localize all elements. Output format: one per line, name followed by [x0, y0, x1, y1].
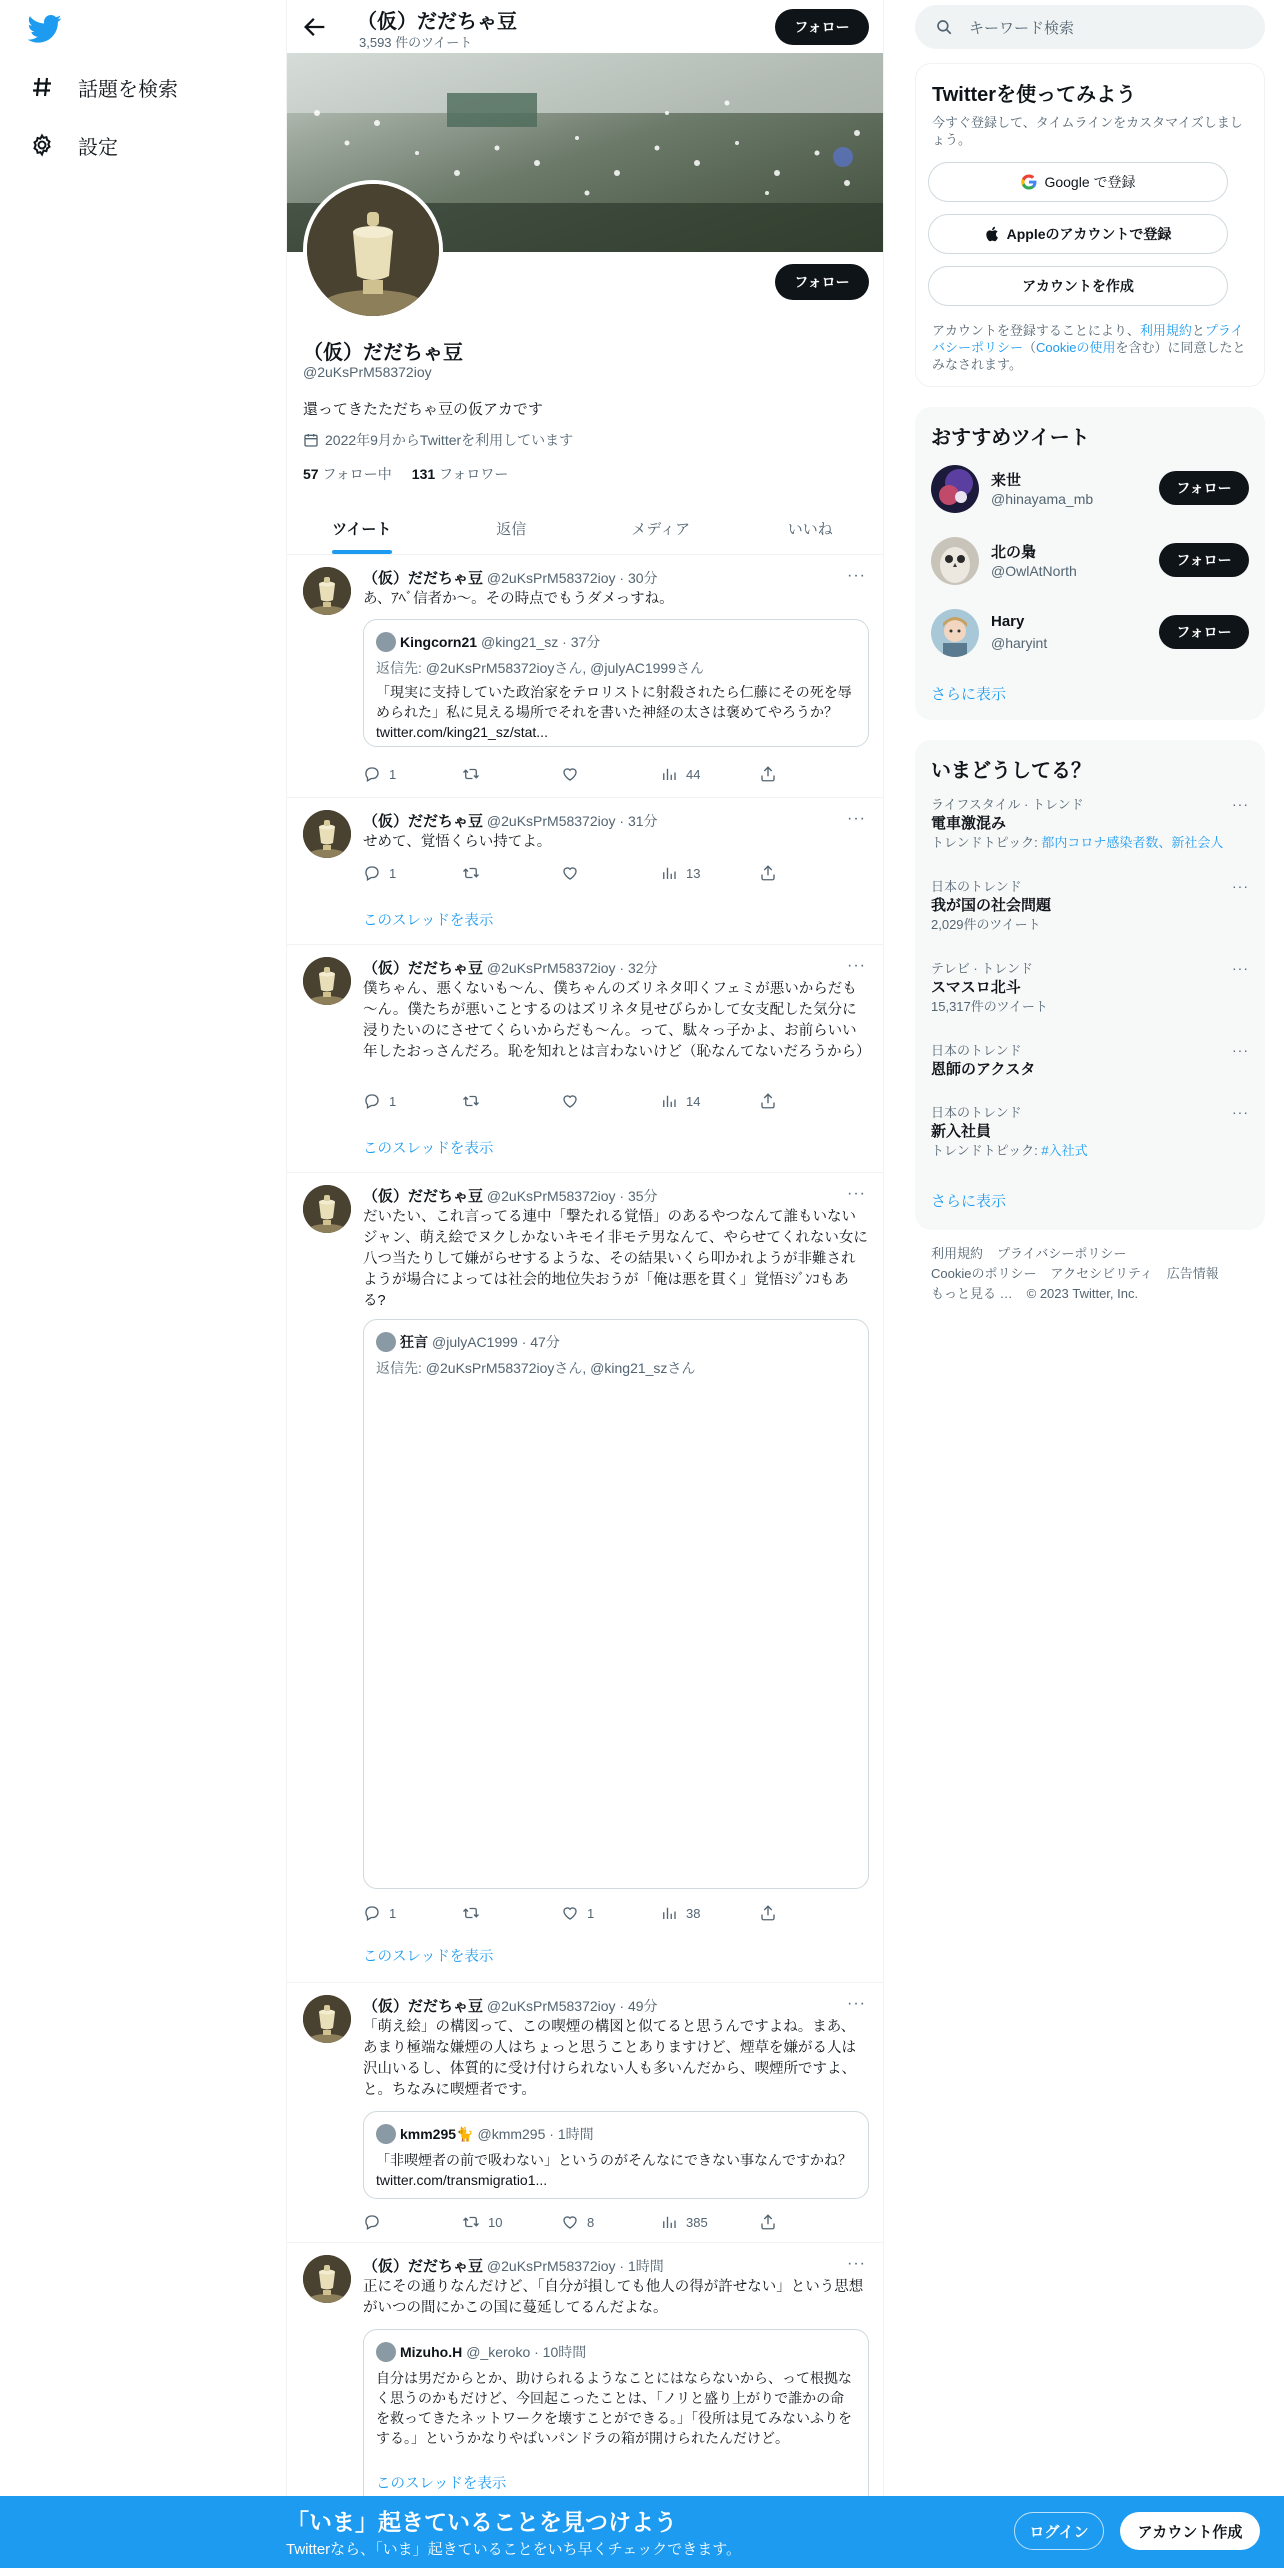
profile-bio: 還ってきたただちゃ豆の仮アカです — [303, 401, 543, 418]
view-count: 44 — [686, 766, 701, 782]
tweet-text: 正にその通りなんだけど、「自分が損しても他人の得が許せない」という思想がいつの間にかこの国に蔓延してるんだよな。 — [363, 2279, 864, 2316]
author-handle[interactable]: @2uKsPrM58372ioy — [486, 570, 616, 586]
show-thread-link[interactable]: このスレッドを表示 — [363, 913, 494, 929]
quote-author-handle: @_keroko · 10時間 — [466, 2344, 587, 2360]
reply-count: 1 — [389, 766, 397, 782]
more-options-icon[interactable]: ··· — [1232, 960, 1249, 976]
following-count: 57 — [303, 466, 319, 482]
banner-title: 「いま」起きていることを見つけよう — [286, 2509, 677, 2535]
retweet-icon — [462, 2213, 480, 2231]
tweet-actions — [363, 2211, 803, 2233]
footer-more-link[interactable]: もっと見る … — [931, 1286, 1013, 1301]
views-button[interactable] — [660, 1090, 759, 1112]
avatar[interactable] — [931, 537, 979, 585]
profile-name: （仮）だだちゃ豆 — [303, 342, 463, 364]
recommended-follow-button[interactable]: フォロー — [1159, 543, 1249, 577]
terms-text — [932, 322, 1250, 373]
retweet-button[interactable] — [462, 763, 561, 785]
tab-likes[interactable]: いいね — [787, 520, 833, 538]
quote-text: 「現実に支持していた政治家をテロリストに射殺されたら仁藤にその死を辱められた」私に見える場所でそれを書いた神経の太さは褒めてやろうか？ twitter.com/king21_sz/stat... — [376, 684, 852, 740]
retweet-icon — [462, 1904, 480, 1922]
trends-title: いまどうしてる？ — [931, 760, 1091, 782]
tweet-header — [363, 957, 658, 978]
author-name[interactable]: （仮）だだちゃ豆 — [363, 570, 484, 587]
joined-text: 2022年9月からTwitterを利用しています — [325, 432, 574, 448]
reply-icon — [363, 864, 381, 882]
signup-banner — [0, 2496, 1284, 2568]
more-options-icon[interactable]: ··· — [847, 1185, 866, 1202]
avatar[interactable] — [303, 810, 351, 858]
share-icon — [759, 864, 777, 882]
view-count: 13 — [686, 865, 701, 881]
footer-copyright: © 2023 Twitter, Inc. — [1026, 1286, 1139, 1301]
trend-item[interactable] — [931, 878, 1249, 934]
reply-button[interactable] — [363, 1902, 462, 1924]
like-button[interactable] — [561, 2211, 660, 2233]
show-thread-link[interactable]: このスレッドを表示 — [376, 2476, 507, 2492]
like-button[interactable] — [561, 862, 660, 884]
avatar[interactable] — [931, 465, 979, 513]
search-box[interactable] — [915, 5, 1265, 49]
apple-icon — [985, 225, 1001, 243]
tweet[interactable] — [287, 555, 884, 798]
tweet-actions — [363, 862, 803, 884]
like-button[interactable] — [561, 1090, 660, 1112]
recommended-follow-button[interactable]: フォロー — [1159, 615, 1249, 649]
quote-reply-to: 返信先: @2uKsPrM58372ioyさん, @julyAC1999さん — [376, 660, 704, 676]
heart-icon — [561, 1904, 579, 1922]
footer-cookie-link[interactable]: Cookieのポリシー — [931, 1266, 1037, 1281]
tweet-actions — [363, 1902, 803, 1924]
follow-counts — [303, 464, 508, 484]
recommended-user-name: 北の梟 — [991, 544, 1037, 561]
tweet-text: だいたい、これ言ってる連中「撃たれる覚悟」のあるやつなんて誰もいないジャン、萌え絵でヌクしかないキモイ非モテ男なんて、やらせてくれない女に八つ当たりして嫌がらせするような、その結果いくら叩かれようが非難されようが場合によっては社会的地位失おうが「俺は悪を貫く」覚悟ﾐｼﾞﾝｺもある? — [363, 1209, 868, 1309]
more-options-icon[interactable]: ··· — [1232, 1104, 1249, 1120]
google-signup-label: Google で登録 — [1044, 174, 1136, 190]
quote-author-name: Mizuho.H — [400, 2344, 463, 2360]
like-button[interactable] — [561, 763, 660, 785]
quote-header — [376, 2342, 586, 2362]
signup-title: Twitterを使ってみよう — [932, 84, 1137, 106]
followers-link[interactable] — [412, 464, 509, 484]
tweet-header — [363, 2255, 664, 2276]
reply-button[interactable] — [363, 1090, 462, 1112]
like-count: 8 — [587, 2214, 595, 2230]
quote-text: 自分は男だからとか、助けられるようなことにはならないから、って根拠なく思うのかもだけど、今回起こったことは、「ノリと盛り上がりで誰かの命を救ってきたネットワークを壊すことができる。」「役所は見てみないふりをする。」というかなりやばいパンドラの箱が開けられたんだけど。 — [376, 2370, 852, 2446]
nav-explore-label: 話題を検索 — [78, 78, 178, 101]
views-button[interactable] — [660, 1902, 759, 1924]
page-title: （仮）だだちゃ豆 — [357, 11, 517, 33]
heart-icon — [561, 1092, 579, 1110]
terms-mid: （ — [1023, 340, 1037, 355]
avatar[interactable] — [303, 1185, 351, 1233]
google-signup-button[interactable] — [928, 162, 1228, 202]
left-navigation — [0, 0, 286, 2568]
trend-sub-prefix: トレンドトピック: — [931, 835, 1042, 850]
terms-link[interactable]: 利用規約 — [1139, 323, 1192, 338]
terms-suffix: を含む）に同意したとみなされます。 — [932, 340, 1246, 372]
tweet-text: 僕ちゃん、悪くないも～ん、僕ちゃんのズリネタ叩くフェミが悪いからだも～ん。僕たちが悪いことするのはズリネタ見せびらかして女支配した気分に浸りたいのにさせてくらいからだも～ん。って、駄々っ子かよ、お前らいい年したおっさんだろ。恥を知れとは言わないけど（恥なんてないだろうから） — [363, 981, 871, 1060]
quote-header — [376, 1332, 560, 1352]
tweet-time[interactable]: · 49分 — [619, 1998, 658, 2014]
avatar[interactable] — [931, 609, 979, 657]
header-follow-button[interactable]: フォロー — [775, 9, 869, 45]
profile-handle: @2uKsPrM58372ioy — [303, 364, 432, 380]
recommended-user-name: Hary — [991, 613, 1025, 630]
footer-accessibility-link[interactable]: アクセシビリティ — [1050, 1266, 1153, 1281]
views-button[interactable] — [660, 2211, 759, 2233]
heart-icon — [561, 864, 579, 882]
trend-item[interactable] — [931, 1104, 1249, 1160]
recommended-user-handle: @hinayama_mb — [991, 491, 1094, 507]
footer-terms-link[interactable]: 利用規約 — [931, 1246, 984, 1261]
twitter-logo-icon[interactable] — [28, 14, 62, 44]
avatar[interactable] — [303, 1995, 351, 2043]
reply-icon — [363, 765, 381, 783]
signup-desc: 今すぐ登録して、タイムラインをカスタマイズしましょう。 — [932, 115, 1243, 147]
trend-meta: 日本のトレンド — [931, 879, 1022, 894]
google-icon — [1020, 173, 1038, 191]
avatar — [376, 2124, 396, 2144]
author-name[interactable]: （仮）だだちゃ豆 — [363, 960, 484, 977]
more-options-icon[interactable]: ··· — [1232, 878, 1249, 894]
gear-icon — [28, 131, 56, 159]
retweet-icon — [462, 864, 480, 882]
author-handle[interactable]: @2uKsPrM58372ioy — [486, 1998, 616, 2014]
tweet[interactable] — [287, 1983, 884, 2243]
footer-privacy-link[interactable]: プライバシーポリシー — [997, 1246, 1127, 1261]
profile-avatar[interactable] — [303, 180, 443, 320]
author-name[interactable]: （仮）だだちゃ豆 — [363, 1188, 484, 1205]
tweet-time[interactable]: · 35分 — [619, 1188, 658, 1204]
search-placeholder: キーワード検索 — [969, 19, 1075, 37]
tweet-count: 3,593 件のツイート — [359, 35, 473, 50]
following-label: フォロー中 — [322, 466, 392, 482]
share-button[interactable] — [759, 763, 789, 785]
quote-author-handle: @julyAC1999 · 47分 — [432, 1334, 560, 1350]
privacy-link[interactable]: プライバシーポリシー — [932, 323, 1244, 355]
followers-count: 131 — [411, 466, 436, 482]
share-button[interactable] — [759, 2211, 789, 2233]
tab-replies[interactable]: 返信 — [496, 520, 527, 538]
quote-reply-to: 返信先: @2uKsPrM58372ioyさん, @king21_szさん — [376, 1360, 696, 1376]
quoted-tweet[interactable] — [363, 2111, 869, 2199]
trend-sub: 15,317件のツイート — [931, 999, 1048, 1014]
tweet-actions — [363, 763, 803, 785]
heart-icon — [561, 765, 579, 783]
recommended-user-handle: @haryint — [991, 635, 1048, 651]
profile-header-bar — [287, 0, 884, 53]
view-count: 14 — [686, 1093, 701, 1109]
reply-icon — [363, 2213, 381, 2231]
avatar[interactable] — [303, 567, 351, 615]
reply-count: 1 — [389, 1905, 397, 1921]
quote-author-name: kmm295🐈 — [400, 2125, 474, 2142]
share-icon — [759, 1904, 777, 1922]
views-icon — [660, 1904, 678, 1922]
cookie-link[interactable]: Cookieの使用 — [1036, 340, 1116, 355]
footer-links — [931, 1244, 1249, 1304]
like-count: 1 — [587, 1905, 595, 1921]
nav-explore[interactable] — [28, 67, 178, 107]
quote-author-name: 狂言 — [400, 1334, 428, 1350]
views-icon — [660, 2213, 678, 2231]
trend-meta: テレビ · トレンド — [931, 961, 1033, 976]
author-handle[interactable]: @2uKsPrM58372ioy — [486, 2258, 616, 2274]
tweet[interactable] — [287, 1173, 884, 1983]
followers-label: フォロワー — [439, 466, 509, 482]
more-options-icon[interactable]: ··· — [1232, 796, 1249, 812]
author-name[interactable]: （仮）だだちゃ豆 — [363, 2258, 484, 2275]
quote-header — [376, 632, 600, 652]
trend-title: スマスロ北斗 — [931, 979, 1021, 996]
reply-button[interactable] — [363, 2211, 462, 2233]
avatar — [376, 1332, 396, 1352]
footer-ads-link[interactable]: 広告情報 — [1166, 1266, 1219, 1281]
view-count: 385 — [686, 2214, 708, 2230]
retweet-button[interactable] — [462, 1902, 561, 1924]
share-icon — [759, 765, 777, 783]
retweet-button[interactable] — [462, 2211, 561, 2233]
recommended-user[interactable] — [931, 463, 1249, 515]
retweet-button[interactable] — [462, 1090, 561, 1112]
trend-item[interactable] — [931, 796, 1249, 852]
search-icon — [935, 18, 953, 36]
nav-settings[interactable] — [28, 125, 118, 165]
profile-timeline — [286, 0, 884, 2568]
trend-meta: 日本のトレンド — [931, 1105, 1022, 1120]
author-name[interactable]: （仮）だだちゃ豆 — [363, 1998, 484, 2015]
trends-show-more[interactable]: さらに表示 — [931, 1193, 1007, 1210]
tab-media[interactable]: メディア — [631, 520, 691, 538]
quote-author-name: Kingcorn21 — [400, 634, 478, 650]
view-count: 38 — [686, 1905, 701, 1921]
trend-meta: 日本のトレンド — [931, 1043, 1022, 1058]
tweet-time[interactable]: · 30分 — [619, 570, 658, 586]
reply-count: 1 — [389, 865, 397, 881]
views-icon — [660, 1092, 678, 1110]
retweet-icon — [462, 765, 480, 783]
reply-count: 1 — [389, 1093, 397, 1109]
nav-settings-label: 設定 — [78, 136, 118, 159]
banner-subtitle: Twitterなら、「いま」起きていることをいち早くチェックできます。 — [286, 2541, 742, 2558]
recommended-user-handle: @OwlAtNorth — [991, 563, 1077, 579]
terms-and: と — [1191, 323, 1205, 338]
trend-meta: ライフスタイル · トレンド — [931, 797, 1084, 812]
tweet-text: 「萌え絵」の構図って、この喫煙の構図と似てると思うんですよね。まあ、あまり極端な嫌煙の人はちょっと思うことありますけど、煙草を嫌がる人は沢山いるし、体質的に受け付けられない人も多いんだから、喫煙所ですよ、と。ちなみに喫煙者です。 — [363, 2019, 856, 2098]
reply-button[interactable] — [363, 763, 462, 785]
reply-icon — [363, 1904, 381, 1922]
back-arrow-icon[interactable] — [301, 13, 329, 41]
recommended-show-more[interactable]: さらに表示 — [931, 686, 1007, 703]
retweet-count: 10 — [488, 2214, 503, 2230]
hashtag-icon — [28, 73, 56, 101]
trend-title: 我が国の社会問題 — [931, 897, 1052, 914]
more-options-icon[interactable]: ··· — [847, 810, 866, 827]
author-name[interactable]: （仮）だだちゃ豆 — [363, 813, 484, 830]
tweet-header — [363, 567, 658, 588]
avatar[interactable] — [303, 2255, 351, 2303]
profile-follow-button[interactable]: フォロー — [775, 264, 869, 300]
like-button[interactable] — [561, 1902, 660, 1924]
tweet-header — [363, 1185, 658, 1206]
quote-text: 「非喫煙者の前で吸わない」というのがそんなにできない事なんですかね？ twitter.com/transmigratio1... — [376, 2152, 852, 2188]
tweet-header — [363, 810, 658, 831]
trend-title: 恩師のアクスタ — [931, 1061, 1036, 1078]
trends-panel — [915, 740, 1265, 1230]
tweet-time[interactable]: · 31分 — [619, 813, 658, 829]
tweet[interactable] — [287, 798, 884, 945]
quoted-tweet[interactable] — [363, 619, 869, 747]
show-thread-link[interactable]: このスレッドを表示 — [363, 1949, 494, 1965]
calendar-icon — [303, 432, 319, 448]
trend-title: 新入社員 — [931, 1123, 992, 1140]
tweet-header — [363, 1995, 658, 2016]
profile-joined — [303, 430, 573, 450]
author-handle[interactable]: @2uKsPrM58372ioy — [486, 960, 616, 976]
recommended-title: おすすめツイート — [931, 427, 1090, 449]
more-options-icon[interactable]: ··· — [1232, 1042, 1249, 1058]
trend-sub-prefix: トレンドトピック: — [931, 1143, 1042, 1158]
trend-topic-link[interactable]: #入社式 — [1041, 1143, 1088, 1158]
avatar — [376, 2342, 396, 2362]
following-link[interactable] — [303, 464, 392, 484]
show-thread-link[interactable]: このスレッドを表示 — [363, 1141, 494, 1157]
trend-title: 電車激混み — [931, 815, 1007, 832]
share-icon — [759, 1092, 777, 1110]
share-button[interactable] — [759, 862, 789, 884]
more-options-icon[interactable]: ··· — [847, 2255, 866, 2272]
trend-sub — [931, 834, 1249, 852]
tweet[interactable] — [287, 945, 884, 1173]
retweet-icon — [462, 1092, 480, 1110]
recommended-user[interactable] — [931, 607, 1249, 659]
quote-author-handle: @kmm295 · 1時間 — [477, 2126, 594, 2142]
terms-prefix: アカウントを登録することにより、 — [932, 323, 1140, 338]
author-handle[interactable]: @2uKsPrM58372ioy — [486, 813, 616, 829]
more-options-icon[interactable]: ··· — [847, 1995, 866, 2012]
trend-sub: 2,029件のツイート — [931, 917, 1041, 932]
views-icon — [660, 765, 678, 783]
create-account-button[interactable]: アカウントを作成 — [928, 266, 1228, 306]
recommended-user[interactable] — [931, 535, 1249, 587]
apple-signup-button[interactable] — [928, 214, 1228, 254]
tweet-time[interactable]: · 32分 — [619, 960, 658, 976]
views-icon — [660, 864, 678, 882]
tab-tweets[interactable]: ツイート — [287, 502, 437, 554]
more-options-icon[interactable]: ··· — [847, 957, 866, 974]
quote-header — [376, 2124, 594, 2144]
more-options-icon[interactable]: ··· — [847, 567, 866, 584]
reply-button[interactable] — [363, 862, 462, 884]
trend-item[interactable] — [931, 960, 1249, 1016]
tweet-text: せめて、覚悟くらい持てよ。 — [363, 834, 552, 850]
avatar — [376, 632, 396, 652]
heart-icon — [561, 2213, 579, 2231]
recommended-tweets — [915, 407, 1265, 720]
quoted-tweet[interactable] — [363, 1319, 869, 1889]
tweet-time[interactable]: · 1時間 — [619, 2258, 664, 2274]
views-button[interactable] — [660, 763, 759, 785]
trend-item[interactable] — [931, 1042, 1249, 1080]
trend-topic-link[interactable]: 都内コロナ感染者数、新社会人 — [1041, 835, 1224, 850]
tweet-actions — [363, 1090, 803, 1112]
apple-signup-label: Appleのアカウントで登録 — [1006, 226, 1172, 242]
signup-card — [915, 63, 1265, 387]
author-handle[interactable]: @2uKsPrM58372ioy — [486, 1188, 616, 1204]
share-button[interactable] — [759, 1902, 789, 1924]
share-button[interactable] — [759, 1090, 789, 1112]
retweet-button[interactable] — [462, 862, 561, 884]
recommended-follow-button[interactable]: フォロー — [1159, 471, 1249, 505]
recommended-user-name: 来世 — [991, 472, 1022, 489]
views-button[interactable] — [660, 862, 759, 884]
signup-button[interactable]: アカウント作成 — [1120, 2512, 1260, 2550]
avatar[interactable] — [303, 957, 351, 1005]
share-icon — [759, 2213, 777, 2231]
trend-sub — [931, 1142, 1249, 1160]
quote-author-handle: @king21_sz · 37分 — [481, 634, 601, 650]
profile-tabs — [287, 502, 884, 555]
reply-icon — [363, 1092, 381, 1110]
login-button[interactable]: ログイン — [1014, 2512, 1104, 2550]
tweet-text: あ、ｱﾍﾞ信者か～。その時点でもうダメっすね。 — [363, 591, 674, 607]
